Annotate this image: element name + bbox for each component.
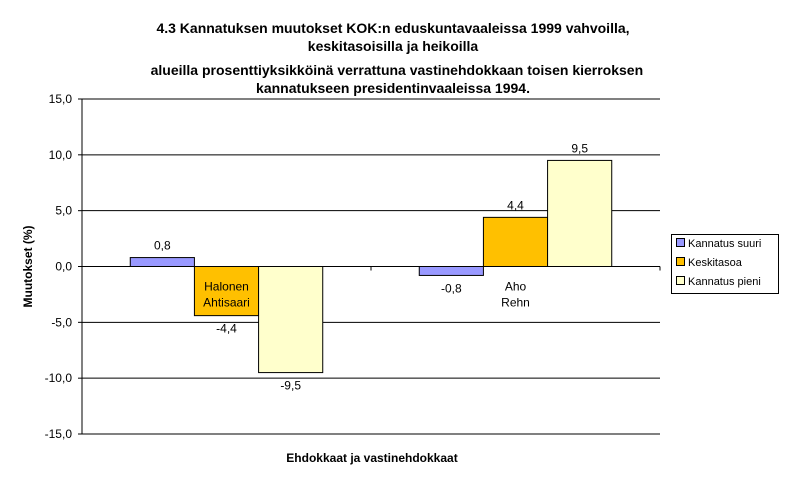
bar (419, 267, 483, 276)
y-tick-label: 5,0 (55, 203, 72, 218)
x-axis-title: Ehdokkaat ja vastinehdokkaat (286, 451, 458, 465)
chart-title-line-4: kannatukseen presidentinvaaleissa 1994. (256, 80, 530, 96)
data-label: 0,8 (153, 238, 171, 253)
category-label-line: Ahtisaari (203, 295, 250, 310)
chart-title-line-2: keskitasoisilla ja heikoilla (307, 38, 479, 54)
legend-swatch-kannatus-pieni (676, 276, 685, 285)
bar (548, 160, 612, 266)
y-tick-label: 10,0 (48, 147, 72, 162)
bar (259, 267, 323, 373)
category-label-line: Rehn (501, 295, 530, 310)
y-axis-title: Muutokset (%) (21, 225, 35, 308)
data-label: 9,5 (571, 141, 589, 156)
legend-item-kannatus-suuri (676, 237, 761, 251)
y-tick-label: -15,0 (44, 427, 72, 441)
chart-title-line-1: 4.3 Kannatuksen muutokset KOK:n eduskuntavaaleissa 1999 vahvoilla, (156, 20, 630, 36)
bar (130, 258, 194, 267)
data-label: -9,5 (280, 378, 302, 393)
y-tick-label: -10,0 (44, 371, 72, 386)
bar (483, 217, 547, 266)
legend-item-kannatus-pieni (676, 275, 761, 289)
category-label-line: Aho (504, 279, 527, 294)
chart-legend (671, 234, 779, 294)
y-tick-label: 15,0 (48, 92, 72, 106)
y-tick-label: 0,0 (55, 259, 72, 274)
legend-item-keskitasoa (676, 256, 742, 270)
data-label: -0,8 (440, 281, 462, 296)
legend-label-keskitasoa: Keskitasoa (688, 257, 742, 269)
data-label: -4,4 (216, 321, 237, 336)
category-label (501, 280, 530, 310)
legend-label-kannatus-suuri: Kannatus suuri (688, 238, 762, 250)
legend-label-kannatus-pieni: Kannatus pieni (688, 276, 761, 288)
legend-swatch-kannatus-suuri (676, 238, 685, 247)
chart-title-line-3: alueilla prosenttiyksikköinä verrattuna vastinehdokkaan toisen kierroksen (142, 62, 644, 78)
y-tick-label: -5,0 (51, 315, 72, 330)
category-label-line: Halonen (204, 279, 249, 294)
data-label: 4,4 (507, 198, 524, 213)
legend-swatch-keskitasoa (676, 257, 685, 266)
